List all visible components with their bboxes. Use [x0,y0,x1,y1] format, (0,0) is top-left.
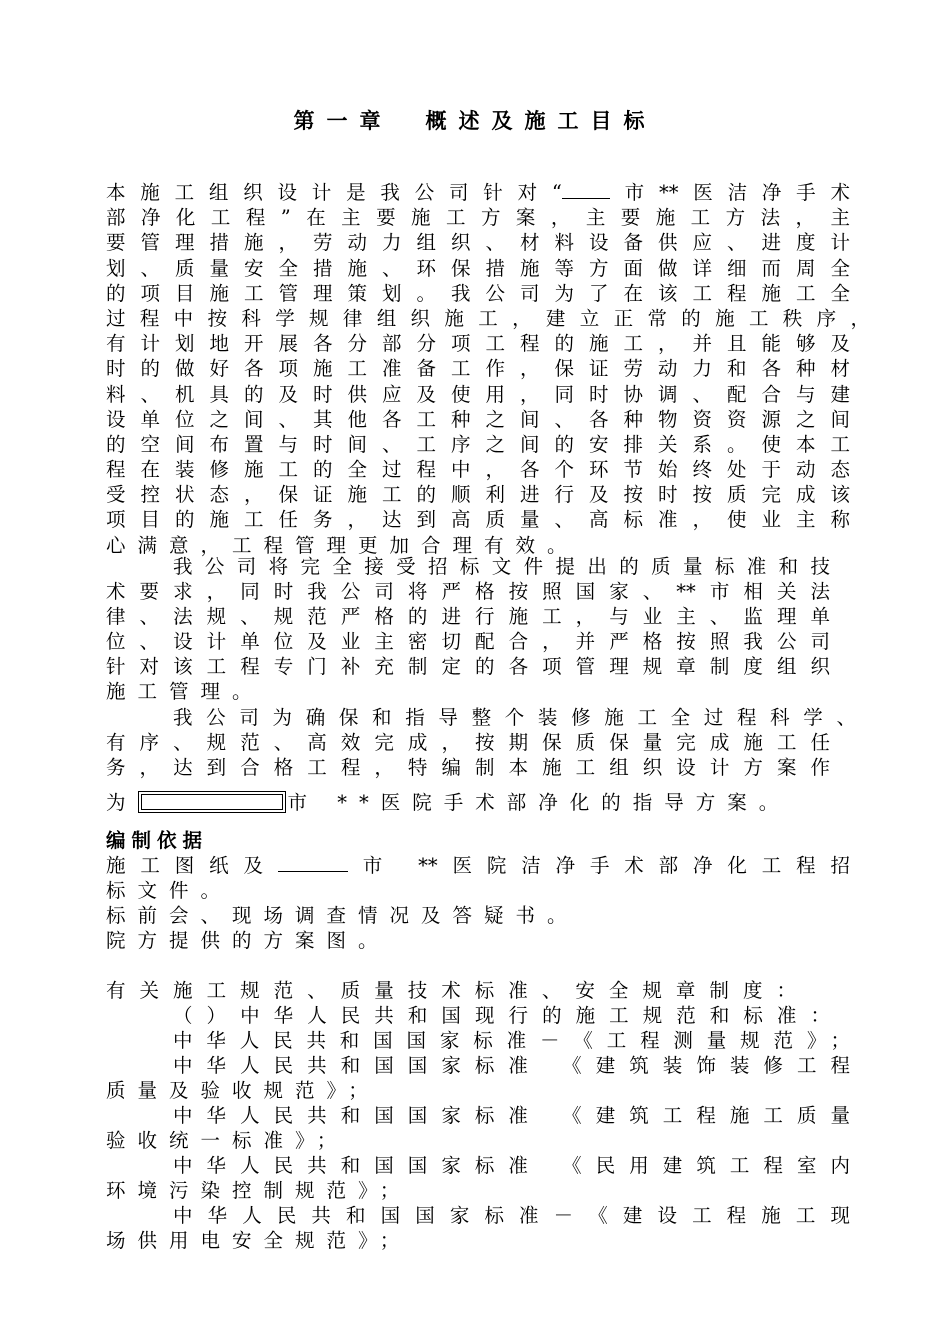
blank-underline [278,855,348,872]
norm-line: 验收统一标准》； [106,1129,349,1152]
paragraph-line: 施工管理。 [106,680,264,703]
paragraph-line: 划、质量安全措施、环保措施等方面做详细而周全 [106,257,850,280]
paragraph-line: 要管理措施，劳动力组织、材料设备供应、进度计 [106,231,850,254]
paragraph-line: 位、设计单位及业主密切配合，并严格按照我公司 [106,630,830,653]
paragraph-line: 施工图纸及 市 **医院洁净手术部净化工程招 [106,854,850,877]
paragraph-line: 务，达到合格工程，特编制本施工组织设计方案作 [106,756,830,779]
paragraph-line: 有计划地开展各分部分项工程的施工，并且能够及 [106,332,850,355]
paragraph-line: 我公司将完全接受招标文件提出的质量标准和技 [173,555,830,578]
blank-box [138,791,286,813]
norm-line: 环境污染控制规范》； [106,1179,412,1202]
norm-line: 中华人民共和国国家标准 《建筑工程施工质量 [173,1104,850,1127]
paragraph-line: 律、法规、规范严格的进行施工，与业主、监理单 [106,605,830,628]
paragraph-line: 程在装修施工的全过程中，各个环节始终处于动态 [106,458,850,481]
paragraph-line: 有关施工规范、质量技术标准、安全规章制度： [106,979,796,1002]
paragraph-line: 料、机具的及时供应及使用，同时协调、配合与建 [106,383,850,406]
paragraph-line: 院方提供的方案图。 [106,929,390,952]
paragraph-line: 的空间布置与时间、工序之间的安排关系。使本工 [106,433,850,456]
norm-line: 中华人民共和国国家标准 《建筑装饰装修工程 [173,1054,850,1077]
paragraph-line: 为 市 **医院手术部净化的指导方案。 [106,791,791,814]
norm-line: 场供用电安全规范》； [106,1229,412,1252]
paragraph-line: 标文件。 [106,879,233,902]
paragraph-line: 项目的施工任务，达到高质量、高标准，使业主称 [106,508,850,531]
chapter-title: 第一章 概述及施工目标 [293,108,657,133]
paragraph-line: 标前会、现场调查情况及答疑书。 [106,904,579,927]
paragraph-line: 时的做好各项施工准备工作，保证劳动力和各种材 [106,357,850,380]
paragraph-line: 受控状态，保证施工的顺利进行及按时按质完成该 [106,483,850,506]
paragraph-line: 的项目施工管理策划。我公司为了在该工程施工全 [106,282,850,305]
norm-line: （）中华人民共和国现行的施工规范和标准： [173,1004,830,1027]
norm-line: 中华人民共和国国家标准－《建设工程施工现 [173,1204,850,1227]
blank-underline [562,182,610,199]
paragraph-line: 过程中按科学规律组织施工，建立正常的施工秩序， [106,307,870,330]
paragraph-line: 有序、规范、高效完成，按期保质保量完成施工任 [106,731,830,754]
paragraph-line: 心满意，工程管理更加合理有效。 [106,534,579,557]
norm-line: 中华人民共和国国家标准 《民用建筑工程室内 [173,1154,850,1177]
paragraph-line: 设单位之间、其他各工种之间、各种物资资源之间 [106,408,850,431]
paragraph-line: 术要求，同时我公司将严格按照国家、**市相关法 [106,580,830,603]
paragraph-line: 针对该工程专门补充制定的各项管理规章制度组织 [106,655,830,678]
norm-line: 质量及验收规范》； [106,1079,380,1102]
paragraph-line: 本施工组织设计是我公司针对“ 市**医洁净手术 [106,181,850,204]
section-heading: 编制依据 [106,829,209,852]
paragraph-line: 部净化工程”在主要施工方案，主要施工方法，主 [106,206,850,229]
norm-line: 中华人民共和国国家标准－《工程测量规范》； [173,1029,850,1052]
paragraph-line: 我公司为确保和指导整个装修施工全过程科学、 [173,706,856,729]
